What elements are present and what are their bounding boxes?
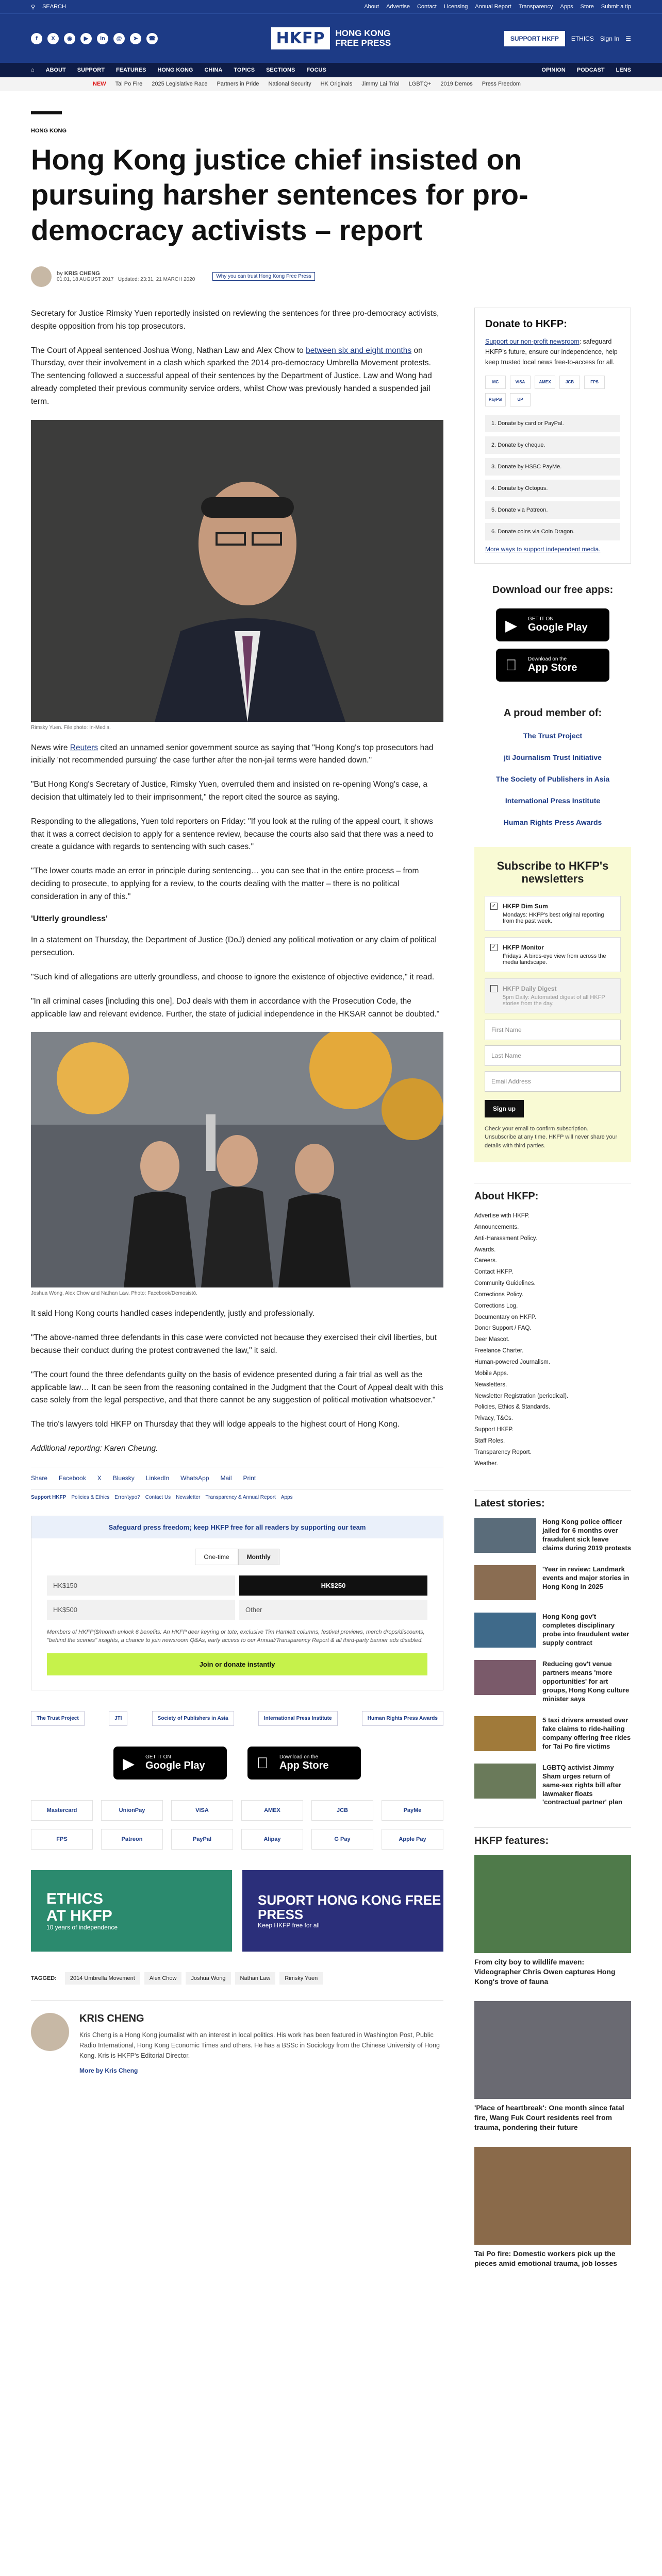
updated-date: Updated: 23:31, 21 MARCH 2020 xyxy=(118,277,195,283)
app-store-buttons xyxy=(31,1747,443,1780)
feature-title[interactable]: 'Place of heartbreak': One month since fatal fire, Wang Fuk Court residents reel from trauma, pondering their future xyxy=(474,2104,624,2131)
logo-line-2: FREE PRESS xyxy=(335,38,391,48)
trending-item[interactable]: Jimmy Lai Trial xyxy=(361,81,400,87)
section-rule xyxy=(31,111,62,114)
frequency-toggle xyxy=(47,1549,427,1565)
telegram-icon[interactable]: ➤ xyxy=(130,33,141,44)
about-link[interactable]: Deer Mascot. xyxy=(474,1336,510,1343)
card-logo: PayPal xyxy=(485,393,506,406)
member-logo[interactable]: The Trust Project xyxy=(523,731,583,740)
about-link[interactable]: Donor Support / FAQ. xyxy=(474,1325,532,1332)
donate-method[interactable]: 3. Donate by HSBC PayMe. xyxy=(485,458,620,476)
byline-by: by xyxy=(57,270,63,277)
card-logo: AMEX xyxy=(535,376,555,389)
nav-item[interactable]: PODCAST xyxy=(576,67,605,73)
card-logo: VISA xyxy=(510,376,531,389)
tag-chip[interactable]: Nathan Law xyxy=(235,1972,276,1985)
article-photo-rimsky-yuen xyxy=(31,420,443,722)
google-play-button[interactable]: ▶ GET IT ON Google Play xyxy=(496,608,609,641)
payment-logo: UnionPay xyxy=(101,1800,163,1821)
policy-link[interactable]: Contact Us xyxy=(145,1494,171,1500)
newsletter-option-desc: Fridays: A birds-eye view from across the media landscape. xyxy=(503,953,606,965)
share-link[interactable]: LinkedIn xyxy=(145,1474,170,1482)
trending-item[interactable]: Press Freedom xyxy=(482,81,521,87)
paragraph: "The lower courts made an error in principle during sentencing… you can see that in the entire process – from deciding to prosecute, to applying for a review, to the courts dealing with the matter – there is no political consideration in any of this." xyxy=(31,867,419,901)
newsletter-option-desc: Mondays: HKFP's best original reporting from the past week. xyxy=(503,911,604,924)
latest-story[interactable] xyxy=(474,1565,631,1600)
share-link[interactable]: Share xyxy=(31,1474,48,1482)
card-logo: JCB xyxy=(559,376,580,389)
first-name-field[interactable]: First Name xyxy=(485,1020,621,1040)
sidebar-app-buttons xyxy=(474,608,631,682)
article-headline: Hong Kong justice chief insisted on pursuing harsher sentences for pro-democracy activists – report xyxy=(31,143,528,246)
feature-story[interactable] xyxy=(474,2001,631,2132)
article-photo-activists xyxy=(31,1032,443,1287)
author-avatar-large[interactable] xyxy=(31,2013,69,2051)
nav-item[interactable]: HONG KONG xyxy=(157,67,193,73)
donation-headline[interactable]: Safeguard press freedom; keep HKFP free for all readers by supporting our team xyxy=(31,1516,443,1538)
policy-link[interactable]: Newsletter xyxy=(176,1494,201,1500)
features-title: HKFP features: xyxy=(474,1827,631,1847)
trending-item[interactable]: Partners in Pride xyxy=(217,81,259,87)
utility-link[interactable]: Advertise xyxy=(386,4,410,10)
story-title[interactable]: Hong Kong police officer jailed for 6 months over fraudulent sick leave claims during 2019 protests xyxy=(542,1518,631,1552)
checkbox-icon[interactable]: ✓ xyxy=(490,944,498,951)
amount-option[interactable]: HK$150 xyxy=(47,1575,235,1596)
sign-in-link[interactable]: Sign In xyxy=(600,35,620,42)
donate-method[interactable]: 1. Donate by card or PayPal. xyxy=(485,415,620,432)
donate-method[interactable]: 4. Donate by Octopus. xyxy=(485,480,620,497)
feature-story[interactable] xyxy=(474,1855,631,1987)
social-links xyxy=(31,33,158,44)
member-logo[interactable]: International Press Institute xyxy=(505,796,601,805)
donate-widget xyxy=(474,308,631,564)
policy-link[interactable]: Error/typo? xyxy=(114,1494,140,1500)
about-link[interactable]: Announcements. xyxy=(474,1224,519,1230)
about-link[interactable]: Newsletters. xyxy=(474,1381,507,1388)
about-link[interactable]: Privacy, T&Cs. xyxy=(474,1415,513,1422)
newsletter-option[interactable] xyxy=(485,978,621,1013)
trending-item[interactable]: 2025 Legislative Race xyxy=(152,81,208,87)
utility-link[interactable]: Store xyxy=(580,4,594,10)
feature-stories xyxy=(474,1855,631,2268)
about-link[interactable]: Contact HKFP. xyxy=(474,1269,514,1276)
google-play-icon: ▶ xyxy=(123,1755,135,1772)
youtube-icon[interactable]: ▶ xyxy=(80,33,92,44)
author-bio: Kris Cheng is a Hong Kong journalist with an interest in local politics. His work has been featured in Washington Post, Public Radio International, Hong Kong Economic Times and others. He has a BSSc in Sociology from the Chinese University of Hong Kong. Kris is HKFP's Editorial Director. xyxy=(79,2031,440,2059)
article-body xyxy=(31,308,443,2283)
paragraph: In a statement on Thursday, the Department of Justice (DoJ) denied any political motivation or any claim of political persecution. xyxy=(31,936,437,958)
utility-link[interactable]: About xyxy=(364,4,379,10)
partner-logo[interactable]: International Press Institute xyxy=(258,1711,338,1726)
paragraph: "The above-named three defendants in this case were convicted not because they exercised their civil liberties, but because their conduct during the protest contravened the law," it said. xyxy=(31,1333,437,1355)
sidebar xyxy=(474,308,631,2283)
author-box-name[interactable]: KRIS CHENG xyxy=(79,2012,144,2024)
member-logo[interactable]: Human Rights Press Awards xyxy=(503,818,602,826)
paragraph: The Court of Appeal sentenced Joshua Wong, Nathan Law and Alex Chow to between six and eight months on Thursday, over their involvement in a clash which sparked the 2014 pro-democracy Umbrella Movement protests. The sentencing followed a successful appeal of their sentences by the Department of Justice. Law and Wong had already completed their previous community service orders, whilst Chow was previously handed a suspended jail term. xyxy=(31,346,432,406)
feature-title[interactable]: Tai Po fire: Domestic workers pick up the pieces amid emotional trauma, job losses xyxy=(474,2249,617,2267)
email-field[interactable]: Email Address xyxy=(485,1071,621,1092)
latest-story[interactable] xyxy=(474,1764,631,1807)
brand-bar xyxy=(0,13,662,63)
share-link[interactable]: WhatsApp xyxy=(180,1474,209,1482)
subheading: 'Utterly groundless' xyxy=(31,914,108,924)
tag-chip[interactable]: Joshua Wong xyxy=(186,1972,230,1985)
paragraph: "The court found the three defendants guilty on the basis of evidence presented during a fair trial as well as the applicable law… It can be seen from the reasoning contained in the Judgment that the Court of Appeal dealt with this case solely from the legal perspective, and that there cannot be any suggestion of political motivation whatsoever." xyxy=(31,1370,443,1405)
story-thumbnail[interactable] xyxy=(474,1565,536,1600)
donate-methods xyxy=(485,415,620,540)
donation-box xyxy=(31,1516,443,1690)
about-link[interactable]: Documentary on HKFP. xyxy=(474,1314,536,1320)
tag-chip[interactable]: Alex Chow xyxy=(144,1972,182,1985)
paragraph: Additional reporting: Karen Cheung. xyxy=(31,1444,158,1453)
payment-logo: FPS xyxy=(31,1829,93,1850)
share-link[interactable]: Mail xyxy=(220,1474,232,1482)
payment-logo: Alipay xyxy=(241,1829,303,1850)
about-link[interactable]: Mobile Apps. xyxy=(474,1370,508,1377)
inline-link[interactable]: between six and eight months xyxy=(306,346,412,355)
feature-image[interactable] xyxy=(474,2147,631,2245)
join-donate-button[interactable]: Join or donate instantly xyxy=(47,1653,427,1675)
story-thumbnail[interactable] xyxy=(474,1764,536,1799)
share-bar xyxy=(31,1467,443,1489)
ethics-link[interactable]: ETHICS xyxy=(571,35,594,42)
top-utility-bar xyxy=(0,0,662,13)
apple-icon xyxy=(257,1755,269,1772)
newsletter-option[interactable] xyxy=(485,937,621,972)
google-play-icon: ▶ xyxy=(505,617,518,634)
trending-item[interactable]: 2019 Demos xyxy=(440,81,473,87)
about-link[interactable]: Anti-Harassment Policy. xyxy=(474,1235,537,1242)
about-link[interactable]: Careers. xyxy=(474,1258,498,1264)
utility-link[interactable]: Annual Report xyxy=(475,4,511,10)
card-logo: FPS xyxy=(584,376,605,389)
payment-logo: Mastercard xyxy=(31,1800,93,1821)
about-link[interactable]: Weather. xyxy=(474,1460,498,1467)
story-thumbnail[interactable] xyxy=(474,1613,536,1648)
support-banner[interactable]: SUPORT HONG KONG FREE PRESS Keep HKFP free for all xyxy=(242,1870,443,1952)
payment-logo: JCB xyxy=(311,1800,373,1821)
ethics-banner[interactable]: ETHICS AT HKFP 10 years of independence xyxy=(31,1870,232,1952)
payment-logo: VISA xyxy=(171,1800,233,1821)
newsletter-signup xyxy=(474,847,631,1162)
app-store-button[interactable]: Download on the App Store xyxy=(247,1747,361,1780)
tag-chip[interactable]: Rimsky Yuen xyxy=(279,1972,323,1985)
partner-logo[interactable]: Human Rights Press Awards xyxy=(362,1711,443,1726)
facebook-icon[interactable]: f xyxy=(31,33,42,44)
trending-item[interactable]: LGBTQ+ xyxy=(408,81,432,87)
payment-logo: G Pay xyxy=(311,1829,373,1850)
paragraph: "Such kind of allegations are utterly groundless, and choose to ignore the existence of objective evidence," it read. xyxy=(31,973,435,982)
payment-logo: PayPal xyxy=(171,1829,233,1850)
trending-item[interactable]: Tai Po Fire xyxy=(115,81,143,87)
paragraph: Responding to the allegations, Yuen told reporters on Friday: "If you look at the ruling of the appeal court, it shows that it was a correct decision to apply for a sentence review, because the courts also said that there was a need to create a guidance with regards to sentencing with such cases." xyxy=(31,817,434,852)
apps-title: Download our free apps: xyxy=(492,584,614,596)
utility-link[interactable]: Apps xyxy=(560,4,573,10)
about-link[interactable]: Awards. xyxy=(474,1246,496,1253)
section-label[interactable]: HONG KONG xyxy=(31,128,67,134)
paragraph: News wire Reuters cited an unnamed senior government source as saying that "Hong Kong's top prosecutors had initially 'not recommended pursuing' the case further after the non-jail terms were handed down." xyxy=(31,743,434,765)
newsletter-note: Check your email to confirm subscription. Unsubscribe at any time. HKFP will never share your details with third parties. xyxy=(485,1125,618,1149)
card-logos xyxy=(485,376,620,406)
payment-logo: Apple Pay xyxy=(382,1829,443,1850)
nav-item[interactable]: TOPICS xyxy=(234,67,255,73)
nav-item[interactable]: OPINION xyxy=(541,67,566,73)
latest-story[interactable] xyxy=(474,1613,631,1648)
payment-logo: PayMe xyxy=(382,1800,443,1821)
tag-chip[interactable]: 2014 Umbrella Movement xyxy=(65,1972,140,1985)
latest-title: Latest stories: xyxy=(474,1490,631,1510)
payment-logo: Patreon xyxy=(101,1829,163,1850)
nav-item[interactable]: SECTIONS xyxy=(266,67,295,73)
story-title[interactable]: 5 taxi drivers arrested over fake claims to ride-hailing company offering free rides for Tai Po fire victims xyxy=(542,1716,631,1750)
support-link[interactable]: Support HKFP xyxy=(31,1494,67,1500)
latest-story[interactable] xyxy=(474,1660,631,1703)
byline xyxy=(31,266,631,287)
publish-date: 01:01, 18 AUGUST 2017 xyxy=(57,277,114,283)
main-nav xyxy=(0,63,662,77)
policy-links xyxy=(31,1495,443,1500)
x-icon[interactable]: X xyxy=(47,33,59,44)
nav-item[interactable]: CHINA xyxy=(204,67,223,73)
monthly-option[interactable]: Monthly xyxy=(238,1549,279,1565)
amount-options xyxy=(47,1575,427,1620)
partner-logos xyxy=(31,1711,443,1726)
support-hkfp-button[interactable]: SUPPORT HKFP xyxy=(504,31,565,46)
policy-link[interactable]: Apps xyxy=(280,1494,293,1500)
trending-item[interactable]: National Security xyxy=(268,81,311,87)
paragraph: "In all criminal cases [including this one], DoJ deals with them in accordance with the Prosecution Code, the applicable law and relevant evidence. Further, the state of judicial independence in the HKSAR cannot be doubted." xyxy=(31,996,440,1019)
whatsapp-icon[interactable]: ☎ xyxy=(146,33,158,44)
one-time-option[interactable]: One-time xyxy=(195,1549,238,1565)
story-thumbnail[interactable] xyxy=(474,1518,536,1553)
paragraph: The trio's lawyers told HKFP on Thursday that they will lodge appeals to the highest court of Hong Kong. xyxy=(31,1420,400,1429)
donation-note: Members of HKFP($/month unlock 6 benefits: An HKFP deer keyring or tote; exclusive Tim Hamlett columns, festival previews, merch drops/discounts, "behind the scenes" insights, a chance to join newsroom Q&As, early access to our Annual/Transparency Report & all third-party banner ads disabled. xyxy=(47,1629,425,1644)
utility-links xyxy=(364,4,631,10)
nav-item[interactable]: FEATURES xyxy=(115,67,146,73)
feature-story[interactable] xyxy=(474,2147,631,2268)
nav-item[interactable]: FOCUS xyxy=(306,67,326,73)
amount-option[interactable]: HK$500 xyxy=(47,1600,235,1620)
payment-methods xyxy=(31,1800,443,1850)
member-title: A proud member of: xyxy=(503,707,602,719)
partner-logo[interactable]: JTI xyxy=(109,1711,127,1726)
share-link[interactable]: Print xyxy=(243,1474,256,1482)
paragraph: "But Hong Kong's Secretary of Justice, Rimsky Yuen, overruled them and insisted on re-opening Wong's case, a decision that ultimately led to their imprisonment," the report cited the source as saying. xyxy=(31,780,428,802)
about-link[interactable]: Advertise with HKFP. xyxy=(474,1213,530,1219)
card-logo: UP xyxy=(510,393,531,406)
latest-stories xyxy=(474,1518,631,1807)
menu-icon[interactable]: ☰ xyxy=(625,35,631,42)
latest-story[interactable] xyxy=(474,1716,631,1751)
story-title[interactable]: Hong Kong gov't completes disciplinary probe into fraudulent water supply contract xyxy=(542,1613,630,1647)
newsletter-option-desc: 5pm Daily: Automated digest of all HKFP stories from the day. xyxy=(503,994,605,1007)
home-icon[interactable]: ⌂ xyxy=(31,67,35,73)
about-link[interactable]: Support HKFP. xyxy=(474,1427,514,1433)
feature-image[interactable] xyxy=(474,1855,631,1953)
latest-story[interactable] xyxy=(474,1518,631,1553)
about-link[interactable]: Transparency Report. xyxy=(474,1449,532,1455)
policy-link[interactable]: Transparency & Annual Report xyxy=(205,1494,276,1500)
site-logo[interactable] xyxy=(271,27,391,49)
newsletter-option[interactable] xyxy=(485,896,621,931)
story-title[interactable]: Reducing gov't venue partners means 'more opportunities' for art groups, Hong Kong culture minister says xyxy=(542,1660,630,1703)
inline-link[interactable]: Reuters xyxy=(70,743,98,752)
member-logo[interactable]: The Society of Publishers in Asia xyxy=(495,774,610,783)
paragraph: Secretary for Justice Rimsky Yuen reportedly insisted on reviewing the sentences for three pro-democracy activists, despite opposition from his top prosecutors. xyxy=(31,309,439,331)
newsletter-option-name: HKFP Daily Digest xyxy=(503,985,557,992)
donate-method[interactable]: 6. Donate coins via Coin Dragon. xyxy=(485,523,620,540)
share-link[interactable]: X xyxy=(97,1474,102,1482)
author-name[interactable]: KRIS CHENG xyxy=(64,270,100,277)
about-link[interactable]: Staff Roles. xyxy=(474,1437,505,1444)
checkbox-icon[interactable] xyxy=(490,985,498,992)
story-title[interactable]: 'Year in review: Landmark events and major stories in Hong Kong in 2025 xyxy=(542,1565,630,1591)
amount-option-other[interactable]: Other xyxy=(239,1600,427,1620)
partner-logo[interactable]: The Trust Project xyxy=(31,1711,85,1726)
newsletter-option-name: HKFP Monitor xyxy=(503,943,544,951)
trending-item[interactable]: HK Originals xyxy=(320,81,353,87)
feature-image[interactable] xyxy=(474,2001,631,2099)
author-box xyxy=(31,2000,443,2074)
nav-item[interactable]: SUPPORT xyxy=(77,67,105,73)
tags-label: TAGGED: xyxy=(31,1975,57,1981)
utility-link[interactable]: Submit a tip xyxy=(601,4,631,10)
amount-option-selected[interactable]: HK$250 xyxy=(239,1575,427,1596)
signup-button[interactable]: Sign up xyxy=(485,1100,524,1117)
logo-line-1: HONG KONG xyxy=(335,28,391,38)
linkedin-icon[interactable]: in xyxy=(97,33,108,44)
new-badge: NEW xyxy=(93,81,106,87)
policy-link[interactable]: Policies & Ethics xyxy=(71,1494,110,1500)
promo-banners xyxy=(31,1870,443,1952)
article-tags xyxy=(31,1972,443,1985)
newsletter-option-name: HKFP Dim Sum xyxy=(503,902,548,910)
about-link[interactable]: Policies, Ethics & Standards. xyxy=(474,1404,551,1411)
about-title: About HKFP: xyxy=(474,1183,631,1202)
newsletter-title: Subscribe to HKFP's newsletters xyxy=(496,859,609,886)
about-links xyxy=(474,1211,631,1469)
logo-mark: HKFP xyxy=(271,27,330,49)
story-thumbnail[interactable] xyxy=(474,1716,536,1751)
card-logo: MC xyxy=(485,376,506,389)
donate-intro-link[interactable]: Support our non-profit newsroom xyxy=(485,337,580,345)
member-logos xyxy=(474,732,631,826)
nav-item[interactable]: ABOUT xyxy=(45,67,66,73)
trending-bar xyxy=(0,77,662,91)
more-ways-link[interactable]: More ways to support independent media. xyxy=(485,545,601,553)
utility-link[interactable]: Contact xyxy=(417,4,437,10)
story-thumbnail[interactable] xyxy=(474,1660,536,1695)
about-link[interactable]: Community Guidelines. xyxy=(474,1280,536,1287)
search-link[interactable]: SEARCH xyxy=(42,4,66,10)
about-link[interactable]: Human-powered Journalism. xyxy=(474,1359,551,1365)
utility-link[interactable]: Transparency xyxy=(518,4,553,10)
more-by-author-link[interactable]: More by Kris Cheng xyxy=(79,2066,138,2074)
instagram-icon[interactable]: ◉ xyxy=(64,33,75,44)
google-play-button[interactable]: ▶ GET IT ON Google Play xyxy=(113,1747,227,1780)
last-name-field[interactable]: Last Name xyxy=(485,1045,621,1066)
paragraph: It said Hong Kong courts handled cases independently, justly and professionally. xyxy=(31,1309,315,1318)
feature-title[interactable]: From city boy to wildlife maven: Videographer Chris Owen captures Hong Kong's trove of fauna xyxy=(474,1958,616,1986)
trust-badge[interactable]: Why you can trust Hong Kong Free Press xyxy=(212,272,315,281)
about-link[interactable]: Corrections Policy. xyxy=(474,1291,524,1298)
payment-logo: AMEX xyxy=(241,1800,303,1821)
donate-intro: Support our non-profit newsroom: safeguard HKFP's future, ensure our independence, help keep trusted local news free-to-access for all. xyxy=(485,337,618,366)
story-title[interactable]: LGBTQ activist Jimmy Sham urges return of same-sex rights bill after lawmaker floats 'contractual partner' plan xyxy=(542,1763,622,1806)
photo-caption: Rimsky Yuen. File photo: In-Media. xyxy=(31,724,111,731)
photo-caption: Joshua Wong, Alex Chow and Nathan Law. Photo: Facebook/Demosistō. xyxy=(31,1291,197,1297)
utility-link[interactable]: Licensing xyxy=(443,4,468,10)
app-store-button[interactable]: Download on the App Store xyxy=(496,649,609,682)
search-icon[interactable]: ⚲ xyxy=(31,4,36,10)
about-link[interactable]: Freelance Charter. xyxy=(474,1348,524,1354)
donate-title: Donate to HKFP: xyxy=(485,318,567,330)
checkbox-icon[interactable]: ✓ xyxy=(490,903,498,910)
partner-logo[interactable]: Society of Publishers in Asia xyxy=(152,1711,234,1726)
apple-icon xyxy=(505,657,517,674)
share-link[interactable]: Facebook xyxy=(59,1474,86,1482)
member-logo[interactable]: jti Journalism Trust Initiative xyxy=(504,753,602,761)
about-link[interactable]: Newsletter Registration (periodical). xyxy=(474,1393,569,1399)
author-avatar[interactable] xyxy=(31,266,52,287)
donate-method[interactable]: 2. Donate by cheque. xyxy=(485,436,620,454)
nav-item[interactable]: LENS xyxy=(616,67,631,73)
share-link[interactable]: Bluesky xyxy=(112,1474,135,1482)
threads-icon[interactable]: @ xyxy=(113,33,125,44)
about-link[interactable]: Corrections Log. xyxy=(474,1302,518,1309)
donate-method[interactable]: 5. Donate via Patreon. xyxy=(485,501,620,519)
